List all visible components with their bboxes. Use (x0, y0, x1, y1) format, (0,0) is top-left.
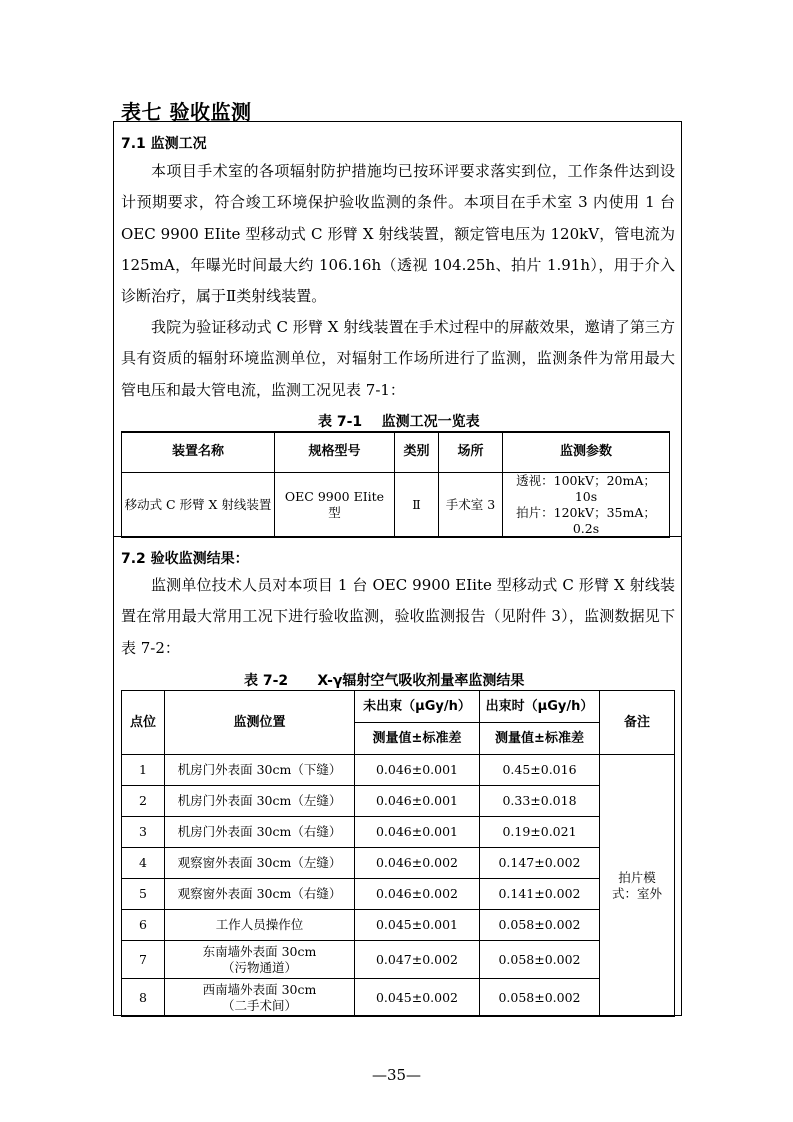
cell-point: 5 (122, 879, 165, 910)
cell-location: 观察窗外表面 30cm（左缝） (165, 848, 355, 879)
cell-beam-off: 0.045±0.001 (355, 910, 480, 941)
cell-location: 观察窗外表面 30cm（右缝） (165, 879, 355, 910)
section1-paragraph-1: 本项目手术室的各项辐射防护措施均已按环评要求落实到位，工作条件达到设计预期要求，符合竣工环境保护验收监测的条件。本项目在手术室 3 内使用 1 台 OEC 9900 EIite 型移动式 C 形臂 X 射线装置，额定管电压为 120kV，管电流为 125mA，年曝光时间最大约 106.16h（透视 104.25h、拍片 1.91h），用于介入诊断治疗，属于Ⅱ类射线装置。 (121, 162, 675, 306)
header-beam-off: 未出束（μGy/h） (355, 691, 480, 723)
cell-point: 7 (122, 941, 165, 979)
cell-point: 1 (122, 755, 165, 786)
cell-point: 2 (122, 786, 165, 817)
cell-beam-on: 0.33±0.018 (480, 786, 600, 817)
cell-point: 6 (122, 910, 165, 941)
section1-paragraph-2: 我院为验证移动式 C 形臂 X 射线装置在手术过程中的屏蔽效果，邀请了第三方具有资质的辐射环境监测单位，对辐射工作场所进行了监测，监测条件为常用最大管电压和最大管电流，监测工况见表 7-1： (121, 318, 675, 399)
cell-location: 工作人员操作位 (165, 910, 355, 941)
header-place: 场所 (439, 432, 503, 472)
table-row (122, 910, 675, 941)
cell-beam-on: 0.45±0.016 (480, 755, 600, 786)
cell-beam-off: 0.045±0.002 (355, 979, 480, 1017)
cell-note (600, 755, 675, 1017)
cell-point: 4 (122, 848, 165, 879)
header-model: 规格型号 (275, 432, 395, 472)
table-7-1-caption: 表 7-1 监测工况一览表 (318, 414, 480, 430)
location-line-1: 西南墙外表面 30cm (202, 981, 317, 997)
cell-beam-off: 0.046±0.002 (355, 848, 480, 879)
note-line-2: 式：室外 (611, 885, 662, 901)
cell-parameters (503, 472, 670, 537)
table-row (122, 979, 675, 1017)
section-title-7-1: 7.1 监测工况 (121, 136, 207, 152)
cell-model: OEC 9900 EIite 型 (275, 472, 395, 537)
param-fluoroscopy: 透视：100kV；20mA；10s (516, 472, 656, 504)
header-point: 点位 (122, 691, 165, 755)
table-header-row (122, 432, 670, 472)
cell-location (165, 941, 355, 979)
header-parameters: 监测参数 (503, 432, 670, 472)
cell-beam-off: 0.046±0.001 (355, 755, 480, 786)
cell-beam-on: 0.058±0.002 (480, 979, 600, 1017)
note-line-1: 拍片模 (618, 869, 656, 885)
section-title-7-2: 7.2 验收监测结果： (121, 551, 249, 567)
table-7-2 (121, 690, 675, 1017)
cell-device-name: 移动式 C 形臂 X 射线装置 (122, 472, 275, 537)
table-row (122, 848, 675, 879)
cell-place: 手术室 3 (439, 472, 503, 537)
header-beam-on: 出束时（μGy/h） (480, 691, 600, 723)
cell-beam-off: 0.046±0.001 (355, 817, 480, 848)
param-radiography: 拍片：120kV；35mA；0.2s (516, 504, 656, 536)
cell-location: 机房门外表面 30cm（左缝） (165, 786, 355, 817)
cell-point: 3 (122, 817, 165, 848)
cell-location (165, 979, 355, 1017)
page-heading: 表七 验收监测 (121, 100, 252, 124)
cell-beam-on: 0.19±0.021 (480, 817, 600, 848)
page-number: —35— (371, 1066, 422, 1084)
header-device-name: 装置名称 (122, 432, 275, 472)
cell-beam-off: 0.046±0.002 (355, 879, 480, 910)
table-row (122, 786, 675, 817)
subheader-beam-off: 测量值±标准差 (355, 723, 480, 755)
cell-class: Ⅱ (395, 472, 439, 537)
table-row (122, 879, 675, 910)
table-row (122, 472, 670, 537)
header-class: 类别 (395, 432, 439, 472)
location-line-2: （二手术间） (221, 997, 297, 1013)
cell-beam-off: 0.046±0.001 (355, 786, 480, 817)
cell-point: 8 (122, 979, 165, 1017)
table-header-row (122, 691, 675, 723)
section2-paragraph-1: 监测单位技术人员对本项目 1 台 OEC 9900 EIite 型移动式 C 形臂 X 射线装置在常用最大常用工况下进行验收监测，验收监测报告（见附件 3），监测数据见下表 7-2： (121, 576, 675, 657)
cell-beam-off: 0.047±0.002 (355, 941, 480, 979)
table-row (122, 941, 675, 979)
location-line-2: （污物通道） (221, 959, 297, 975)
location-line-1: 东南墙外表面 30cm (202, 943, 317, 959)
cell-beam-on: 0.058±0.002 (480, 941, 600, 979)
subheader-beam-on: 测量值±标准差 (480, 723, 600, 755)
cell-beam-on: 0.147±0.002 (480, 848, 600, 879)
cell-location: 机房门外表面 30cm（下缝） (165, 755, 355, 786)
table-row (122, 817, 675, 848)
header-note: 备注 (600, 691, 675, 755)
cell-location: 机房门外表面 30cm（右缝） (165, 817, 355, 848)
table-row (122, 755, 675, 786)
cell-beam-on: 0.058±0.002 (480, 910, 600, 941)
cell-beam-on: 0.141±0.002 (480, 879, 600, 910)
table-7-2-caption: 表 7-2 X-γ辐射空气吸收剂量率监测结果 (244, 673, 525, 689)
table-7-1 (121, 431, 670, 538)
header-location: 监测位置 (165, 691, 355, 755)
